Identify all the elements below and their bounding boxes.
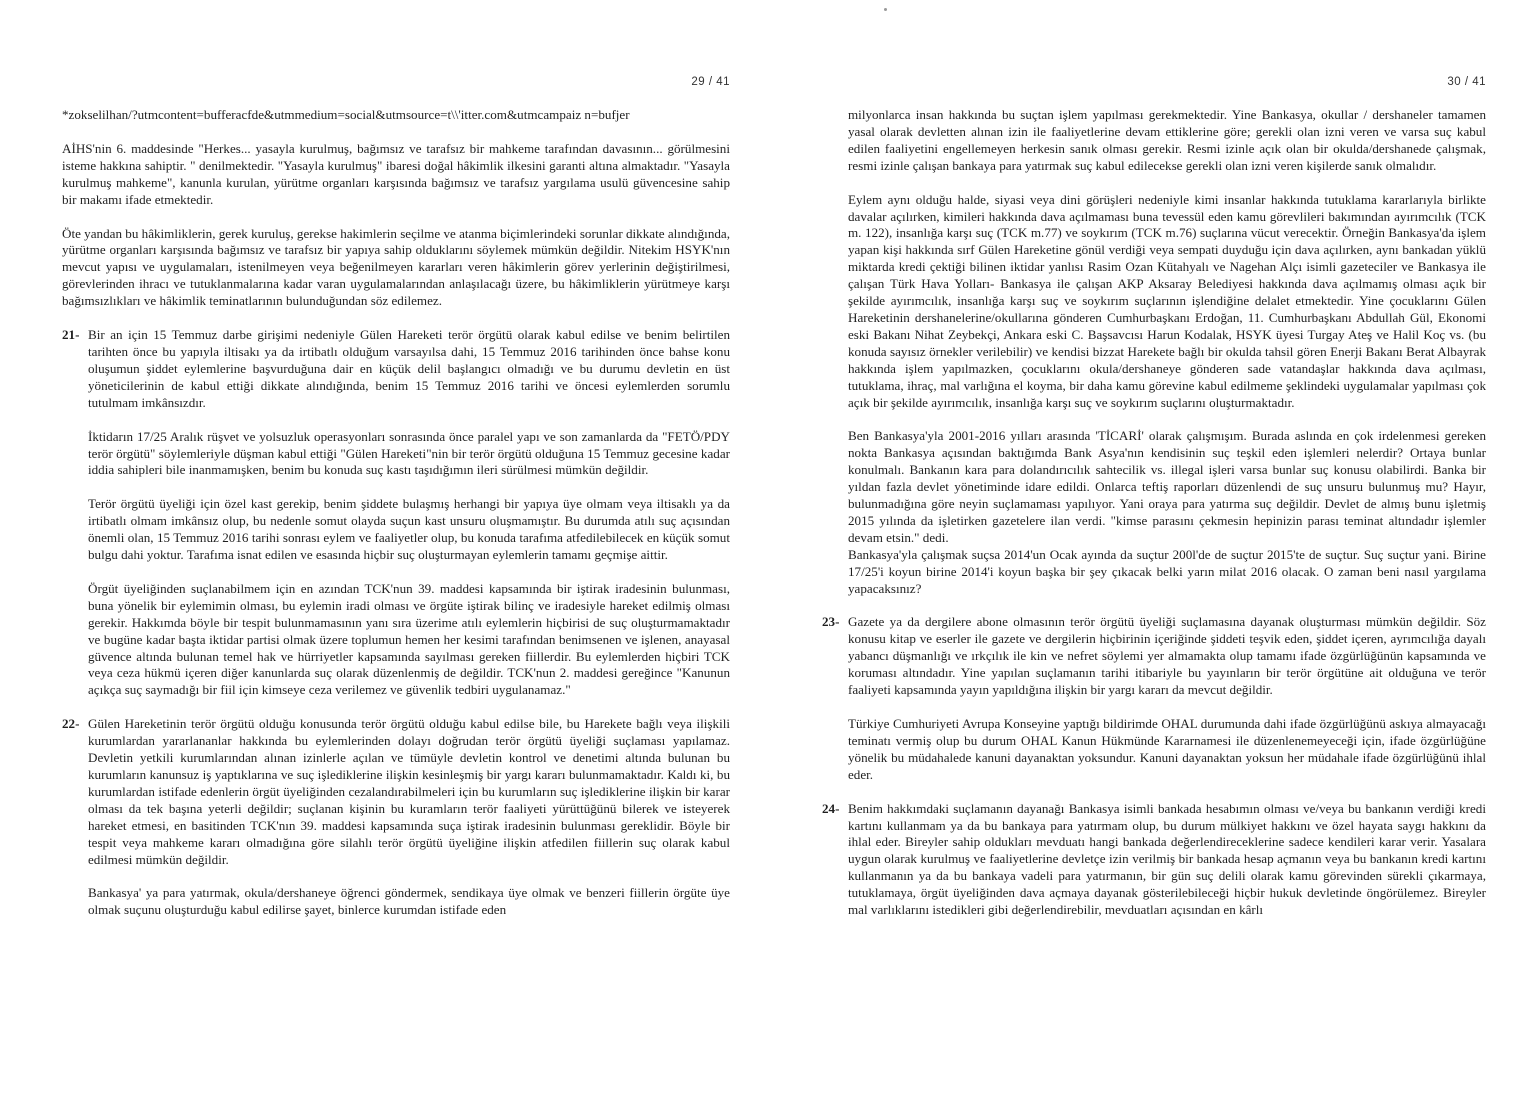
paragraph-teror-uyeligi: Terör örgütü üyeliği için özel kast gerekip, benim şiddete bulaşmış herhangi bir yapıya üye olmam veya iltisaklı ya da irtibatlı olmam imkânsız olup, bu nedenle somut olayda suçun kast unsuru oluşmamıştır. Bu durumda atılı suç açısından önemli olan, 15 Temmuz 2016 tarihi sonrası eylem ve faaliyetler olup, bu konuda tarafıma atfedilebilecek en küçük somut bulgu dahi yoktur. Tarafıma isnat edilen ve esasında hiçbir suç oluşturmayan eylemlerin tamamı geçmişe aittir.	[88, 496, 730, 563]
right-page-content	[822, 107, 1486, 919]
item-number: 22-	[62, 716, 80, 732]
paragraph-item-21: Bir an için 15 Temmuz darbe girişimi nedeniyle Gülen Hareketi terör örgütü olarak kabul edilse ve benim belirtilen tarihten önce bu yapıyla iltisakı ya da irtibatlı olduğum varsayılsa dahi, 15 Temmuz 2016 tarihinden önce bahse konu oluşumun şiddet eylemlerine başvurduğuna dair en küçük delil başlangıcı olmadığı ve bu durumu devletin en üst yöneticilerinin de kabul ettiği dikkate alındığında, benim 15 Temmuz 2016 tarihi ve öncesi eylemlerden sorumlu tutulmam imkânsızdır.	[88, 327, 730, 410]
paragraph-ticari: Ben Bankasya'yla 2001-2016 yılları arasında 'TİCARİ' olarak çalışmışım. Burada aslında en çok irdelenmesi gereken nokta Bankasya açısından baktığımda Bank Asya'nın kendisinin suç teşkil eden işlemleri nelerdir? Ortaya bunlar konulmalı. Bankanın kara para dolandırıcılık sahtecilik vs. illegal işleri varsa bunlar suç konusu olabilirdi. Banka bir yıldan fazla devlet yönetiminde idare edildi. Onlarca teftiş raporları düzenlendi de suç unsuru bulunmuş mu? Hayır, bulunmadığına göre neyin suçlamaması yapılıyor. Yani oraya para yatırma suç değildir. Devlet de almış bunu işletmiş 2015 yılında da işletirken gazetelere ilan verdi. "kimse parasını çekmesin hepinizin parası teminat altındadır işlemler devam etsin." dedi.	[848, 428, 1486, 545]
paragraph-hakimlik: Öte yandan bu hâkimliklerin, gerek kuruluş, gerekse hakimlerin seçilme ve atanma biçimlerindeki sorunlar dikkate alındığında, yürütme organları karşısında bağımsız ve tarafsız bir yapıya sahip olduklarını söylemek mümkün değildir. Nitekim HSYK'nın mevcut yapısı ve uygulamaları, istenilmeyen veya beğenilmeyen kararları veren hâkimlerin görev yerlerinin değiştirilmesi, görevlerinden ihracı ve tutuklanmalarına kadar varan uygulamalarından anlaşılacağı üzere, bu hâkimliklerin yürütmeye karşı bağımsızlıkları ve hâkimlik teminatlarının bulunduğundan söz edilemez.	[62, 225, 730, 309]
paragraph-aihs: AİHS'nin 6. maddesinde "Herkes... yasayla kurulmuş, bağımsız ve tarafsız bir mahkeme tarafından davasının... görülmesini isteme hakkına sahiptir. " denilmektedir. "Yasayla kurulmuş" ibaresi doğal hâkimlik ilkesini garanti altına almaktadır. "Yasayla kurulmuş mahkeme", kanunla kurulan, yürütme organları karşısında bağımsız ve tarafsız yargılama usulü güvencesine sahip bir makamı ifade etmektedir.	[62, 140, 730, 207]
paragraph-suctur: Bankasya'yla çalışmak suçsa 2014'un Ocak ayında da suçtur 200l'de de suçtur 2015'te de suçtur. Suç suçtur yani. Birine 17/25'i koyun birine 2014'i koyun başka bir şey çıkacak belki yarın milat 2016 olacak. O zaman beni nasıl yargılama yapacaksınız?	[848, 546, 1486, 596]
paragraph-eylem: Eylem aynı olduğu halde, siyasi veya dini görüşleri nedeniyle kimi insanlar hakkında tutuklama kararlarıyla birlikte davalar açılırken, kimileri hakkında dava açılmaması buna tevessül eden kamu görevlileri bakımından ayırımcılık (TCK m. 122), insanlığa karşı suç (TCK m.77) ve soykırım (TCK m.76) suçlarına vücut verecektir. Örneğin Bankasya'da işlem yapan kişi hakkında sırf Gülen Hareketine gönül verdiği veya sempati duyduğu için dava açılırken, aynı bankadan yüklü miktarda kredi çektiği bilinen iktidar yanlısı Rasim Ozan Kütahyalı ve Nagehan Alçı isimli gazeteciler ve Bankasya ile çalışan Türk Hava Yolları- Bankasya ile çalışan AKP Aksaray Belediyesi hakkında dava açılmamış olması açık bir şekilde ayırımcılık, insanlığa karşı suç ve soykırım suçlarının işlendiğine delalet etmektedir. Yine çocuklarını Gülen Hareketinin dershanelerine/okullarına gönderen Cumhurbaşkanı Erdoğan, 11. Cumhurbaşkanı Abdullah Gül, Ekonomi eski Bakanı Nihat Zeybekçi, Ankara eski C. Başsavcısı Harun Kodalak, HSYK üyesi Turgay Ateş ve Halil Koç vs. (bu konuda sayısız örnekler verilebilir) ve kendisi bizzat Harekete bağlı bir okulda tahsil gören Enerji Bakanı Berat Albayrak hakkında işlem yapılmazken, çocuklarını okula/dershaneye gönderen sade vatandaşlar hakkında dava açılması, tutuklama, ihraç, mal varlığına el koyma, bir daha kamu görevine kabul edilmeme şeklindeki uygulamalar yapılması çok açık bir şekilde ayırımcılık, insanlığa karşı suç ve soykırım suçlarını oluşturmaktadır.	[848, 191, 1486, 410]
paragraph-item-24: Benim hakkımdaki suçlamanın dayanağı Bankasya isimli bankada hesabımın olması ve/veya bu bankanın verdiği kredi kartını kullanmam ya da bu bankaya para yatırmam olup, bu durum mülkiyet hakkını ve özel hayata saygı hakkını da ihlal eder. Bireyler sahip oldukları mevduatı hangi bankada değerlendireceklerine sadece kendileri karar verir. Yasalara uygun olarak kurulmuş ve faaliyetlerine devletçe izin verilmiş bir bankada hesap açmanın veya bu bankanın kredi kartını kullanmanın ya da bu bankaya vadeli para yatırmanın, bir gün suç delili olarak kamu görevinden sürekli çıkarmaya, tutuklamaya, örgüt üyeliğinden dava açmaya dayanak gösterilebileceği hiçbir hukuk devletinde öngörülemez. Bireyler mal varlıklarını istedikleri gibi değerlendirebilir, mevduatları açısından en kârlı	[848, 800, 1486, 918]
paragraph-orgut-uyeligi: Örgüt üyeliğinden suçlanabilmem için en azından TCK'nun 39. maddesi kapsamında bir iştirak iradesinin bulunması, buna yönelik bir eylemimin olması, bu eylemin iradi olması ve örgüte iştirak bilinç ve iradesiyle hareket edilmiş olması gerekir. Hakkımda böyle bir tespit bulunmamasının yanı sıra üzerime atılı eylemlerin hiçbirisi de suç oluşturmamaktadır ve bugüne kadar başta iktidar partisi olmak üzere toplumun hemen her kesimi tarafından benimsenen ve işlenen, anayasal güvence altında bulunan temel hak ve hürriyetler kapsamında sayılması gereken fiillerdir. Bu eylemlerden hiçbiri TCK veya ceza hükmü içeren diğer kanunlarda suç olarak düzenlenmiş de değildir. TCK'nun 2. maddesi gereğince "Kanunun açıkça suç saymadığı bir fiil için kimseye ceza verilemez ve güvenlik tedbiri uygulanamaz."	[88, 580, 730, 698]
paragraph-item-22: Gülen Hareketinin terör örgütü olduğu konusunda terör örgütü olduğu kabul edilse bile, bu Harekete bağlı veya ilişkili kurumlardan yararlananlar hakkında bu eylemlerinden dolayı doğrudan terör örgütü üyeliği suçlaması yapılamaz. Devletin yetkili kurumlarından alınan izinlerle açılan ve tümüyle devletin kontrol ve denetimi altında bulunan bu kurumların kanunsuz iş yaptıklarına ve suç işlediklerine ilişkin kesinleşmiş bir yargı kararı bulunmamaktadır. Kaldı ki, bu kurumlardan istifade edenlerin örgüt üyeliğinden cezalandırabilmeleri için bu kurumların suç işlediklerine ilişkin bir karar olması da tek başına yeterli değildir; suçlanan kişinin bu kuramların terör faaliyeti yürüttüğünü bilerek ve isteyerek hareket etmesi, en basitinden TCK'nın 39. maddesi kapsamında suça iştirak iradesinin bulunması gereklidir. Böyle bir tespit veya mahkeme kararı olmadığına göre silahlı terör örgütü üyeliğine ilişkin atfedilen fiillerin suç olarak kabul edilmesi mümkün değildir.	[88, 716, 730, 867]
numbered-item-24	[822, 801, 1486, 919]
numbered-item-21	[62, 327, 730, 412]
numbered-item-23	[822, 614, 1486, 699]
item-number: 24-	[822, 800, 840, 816]
paragraph-iktidar: İktidarın 17/25 Aralık rüşvet ve yolsuzluk operasyonları sonrasında önce paralel yapı ve son zamanlarda da "FETÖ/PDY terör örgütü" söylemleriyle düşman kabul ettiği "Gülen Hareketi"nin bir terör örgütü olduğuna 15 Temmuz gecesine kadar iddia sahipleri bile inanmamışken, benim bu konuda suç kastı taşıdığımın ileri sürülmesi mümkün değildir.	[88, 428, 730, 478]
paragraph-ohal: Türkiye Cumhuriyeti Avrupa Konseyine yaptığı bildirimde OHAL durumunda dahi ifade özgürlüğünü askıya almayacağı teminatı vermiş olup bu durum OHAL Kanun Hükmünde Kararnamesi ile düzenlenemeyeceği için, ifade özgürlüğüne yönelik bu müdahalede kanuni dayanaktan yoksundur. Kanuni dayanaktan yoksun her müdahale ifade özgürlüğünü ihlal eder.	[848, 716, 1486, 782]
page-number-right: 30 / 41	[1447, 76, 1486, 88]
numbered-item-22	[62, 716, 730, 868]
left-page	[62, 0, 730, 1102]
right-page	[822, 0, 1486, 1102]
paragraph-milyonlarca: milyonlarca insan hakkında bu suçtan işlem yapılması gerekmektedir. Yine Bankasya, okullar / dershaneler tamamen yasal olarak devletten alınan izin ile faaliyetlerine devam ettiklerine göre; gerekli olan izni veren ve varsa suç kabul edilen faaliyetini engellemeyen herkesin sanık olması gerekir. Resmi izinle açık olan bir okulda/dershanede çalışmak, resmi izinle çalışan bankaya para yatırmak suç kabul edilecekse gerekli olan izni veren kişilerde sanık olmalıdır.	[848, 107, 1486, 173]
paragraph-bankasya-left: Bankasya' ya para yatırmak, okula/dershaneye öğrenci göndermek, sendikaya üye olmak ve benzeri fiillerin örgüte üye olmak suçunu oluşturduğu kabul edilirse şayet, binlerce kurumdan istifade eden	[88, 885, 730, 918]
paragraph-url: *zokselilhan/?utmcontent=bufferacfde&utmmedium=social&utmsource=t\\'itter.com&utmcampaiz n=bufjer	[62, 107, 630, 122]
item-number: 21-	[62, 327, 80, 343]
paragraph-item-23: Gazete ya da dergilere abone olmasının terör örgütü üyeliği suçlamasına dayanak oluşturması mümkün değildir. Söz konusu kitap ve eserler ile gazete ve dergilerin hiçbirinin içeriğinde şiddeti teşvik eden, şiddet içeren, ayrımcılığa dayalı yabancı düşmanlığı ve ırkçılık ile kin ve nefret söylemi yer almamakta olup tamamı ifade özgürlüğünün kapsamında ve koruması altındadır. Yine yapılan suçlamanın tarihi itibariyle bu yayınların bir terör örgütüne ait olduğuna ve terör faaliyeti kapsamında yayın yapıldığına ilişkin bir yargı kararı da mevcut değildir.	[848, 614, 1486, 698]
left-page-content	[62, 107, 730, 919]
page-number-left: 29 / 41	[691, 76, 730, 88]
item-number: 23-	[822, 614, 840, 630]
